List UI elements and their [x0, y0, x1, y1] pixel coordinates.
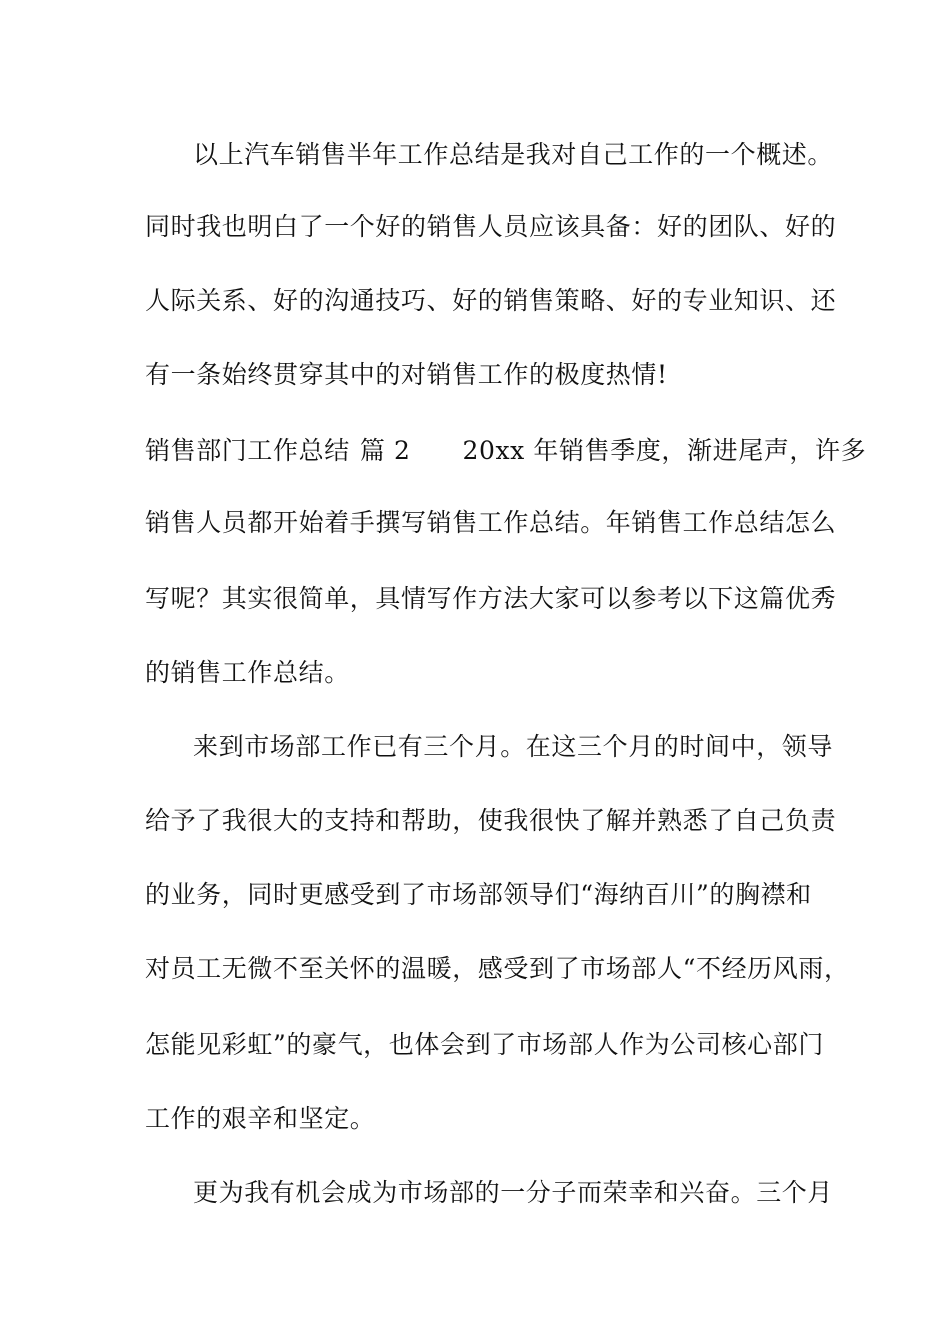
paragraph-4-line-1: 更为我有机会成为市场部的一分子而荣幸和兴奋。三个月: [193, 1178, 834, 1207]
paragraph-1-line-3: 人际关系、好的沟通技巧、好的销售策略、好的专业知识、还: [145, 286, 837, 315]
paragraph-3-line-6: 工作的艰辛和坚定。: [145, 1104, 376, 1133]
paragraph-3-line-5: 怎能见彩虹”的豪气，也体会到了市场部人作为公司核心部门: [145, 1030, 824, 1059]
section-heading-lead-in: 20xx 年销售季度，渐进尾声，许多: [462, 436, 867, 465]
paragraph-2-line-2: 写呢？其实很简单，具情写作方法大家可以参考以下这篇优秀: [145, 584, 837, 613]
paragraph-3-line-3: 的业务，同时更感受到了市场部领导们“海纳百川”的胸襟和: [145, 880, 812, 909]
section-heading-title: 销售部门工作总结: [145, 436, 350, 465]
paragraph-2-line-1: 销售人员都开始着手撰写销售工作总结。年销售工作总结怎么: [145, 508, 837, 537]
section-heading-part: 篇 2: [359, 436, 411, 465]
section-heading: [145, 436, 867, 466]
paragraph-1-line-2: 同时我也明白了一个好的销售人员应该具备：好的团队、好的: [145, 212, 837, 241]
paragraph-2-line-3: 的销售工作总结。: [145, 658, 350, 687]
paragraph-1-line-4: 有一条始终贯穿其中的对销售工作的极度热情!: [145, 360, 668, 389]
paragraph-3-line-4: 对员工无微不至关怀的温暖，感受到了市场部人“不经历风雨，: [145, 954, 850, 983]
paragraph-3-line-2: 给予了我很大的支持和帮助，使我很快了解并熟悉了自己负责: [145, 806, 837, 835]
paragraph-3-line-1: 来到市场部工作已有三个月。在这三个月的时间中，领导: [193, 732, 834, 761]
paragraph-1-line-1: 以上汽车销售半年工作总结是我对自己工作的一个概述。: [193, 140, 834, 169]
